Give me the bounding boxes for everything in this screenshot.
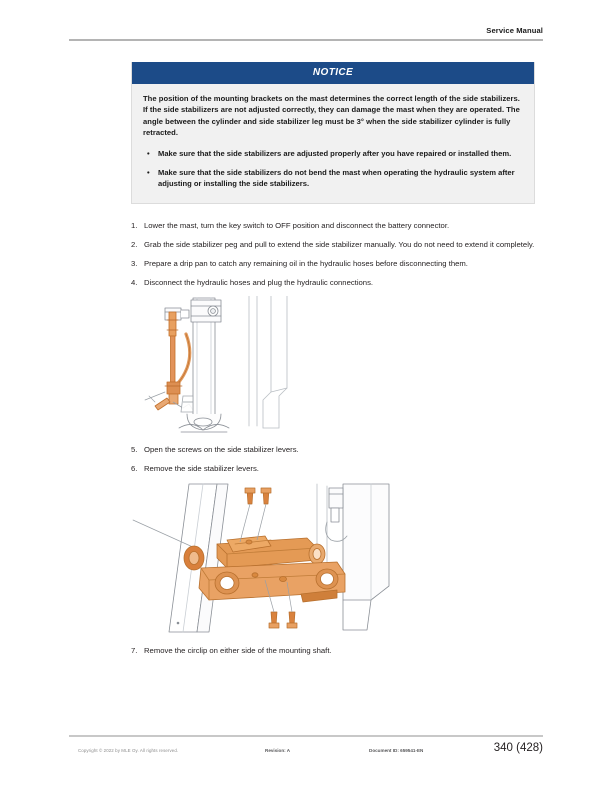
header-divider	[69, 39, 543, 41]
step-number: 1.	[131, 220, 138, 230]
step-item	[131, 444, 535, 456]
notice-bullet-list	[143, 148, 523, 190]
step-number: 2.	[131, 239, 138, 249]
step-text: Prepare a drip pan to catch any remaining oil in the hydraulic hoses before disconnecting them.	[144, 259, 468, 269]
notice-paragraph: The position of the mounting brackets on the mast determines the correct length of the side stabilizers. If the side stabilizers are not adjusted correctly, they can damage the mast when they are operated. The angle between the cylinder and side stabilizer leg must be 3° when the side stabilizer cylinder is fully retracted.	[143, 94, 520, 138]
step-text: Disconnect the hydraulic hoses and plug the hydraulic connections.	[144, 278, 374, 288]
step-item	[131, 463, 535, 475]
step-number: 6.	[131, 464, 138, 474]
footer-row	[69, 737, 543, 763]
step-item	[131, 239, 535, 251]
notice-callout	[131, 62, 535, 204]
footer-page-number: 340 (428)	[493, 741, 543, 754]
step-number: 4.	[131, 278, 138, 288]
step-text: Remove the circlip on either side of the mounting shaft.	[144, 646, 332, 656]
bullet-icon: •	[147, 148, 150, 158]
notice-bullet-item	[143, 148, 523, 159]
procedure-steps-part2	[131, 444, 535, 475]
step-number: 7.	[131, 646, 138, 656]
step-item	[131, 277, 535, 289]
step-item	[131, 220, 535, 232]
step-item	[131, 645, 535, 657]
footer-document-id: Document ID: 659541-EN	[369, 747, 424, 753]
step-text: Remove the side stabilizer levers.	[144, 464, 259, 474]
footer-revision: Revision: A	[265, 747, 291, 753]
stabilizer-lever-figure	[131, 482, 535, 637]
step-text: Lower the mast, turn the key switch to OFF position and disconnect the battery connector.	[144, 220, 450, 230]
step-number: 3.	[131, 259, 138, 269]
hydraulic-hose-figure	[131, 296, 535, 436]
step-text: Grab the side stabilizer peg and pull to extend the side stabilizer manually. You do not need to extend it completely.	[144, 239, 535, 249]
notice-bullet-text: Make sure that the side stabilizers do not bend the mast when operating the hydraulic system after adjusting or installing the side stabilizers.	[158, 168, 515, 189]
step-number: 5.	[131, 445, 138, 455]
notice-body	[132, 84, 534, 203]
stabilizer-lever-drawing	[131, 482, 535, 637]
header-title: Service Manual	[486, 26, 543, 35]
procedure-steps-part1	[131, 220, 535, 289]
notice-bullet-item	[143, 167, 523, 190]
notice-heading: NOTICE	[132, 62, 534, 84]
hydraulic-hose-drawing	[131, 296, 535, 436]
page-content	[131, 62, 535, 665]
bullet-icon: •	[147, 168, 150, 178]
footer-copyright: Copyright © 2022 by MLE Oy. All rights reserved.	[78, 747, 179, 753]
procedure-steps-part3	[131, 645, 535, 657]
step-item	[131, 258, 535, 270]
page-footer	[69, 735, 543, 763]
step-text: Open the screws on the side stabilizer levers.	[144, 445, 299, 455]
page-header	[69, 26, 543, 41]
notice-bullet-text: Make sure that the side stabilizers are adjusted properly after you have repaired or installed them.	[158, 148, 512, 158]
